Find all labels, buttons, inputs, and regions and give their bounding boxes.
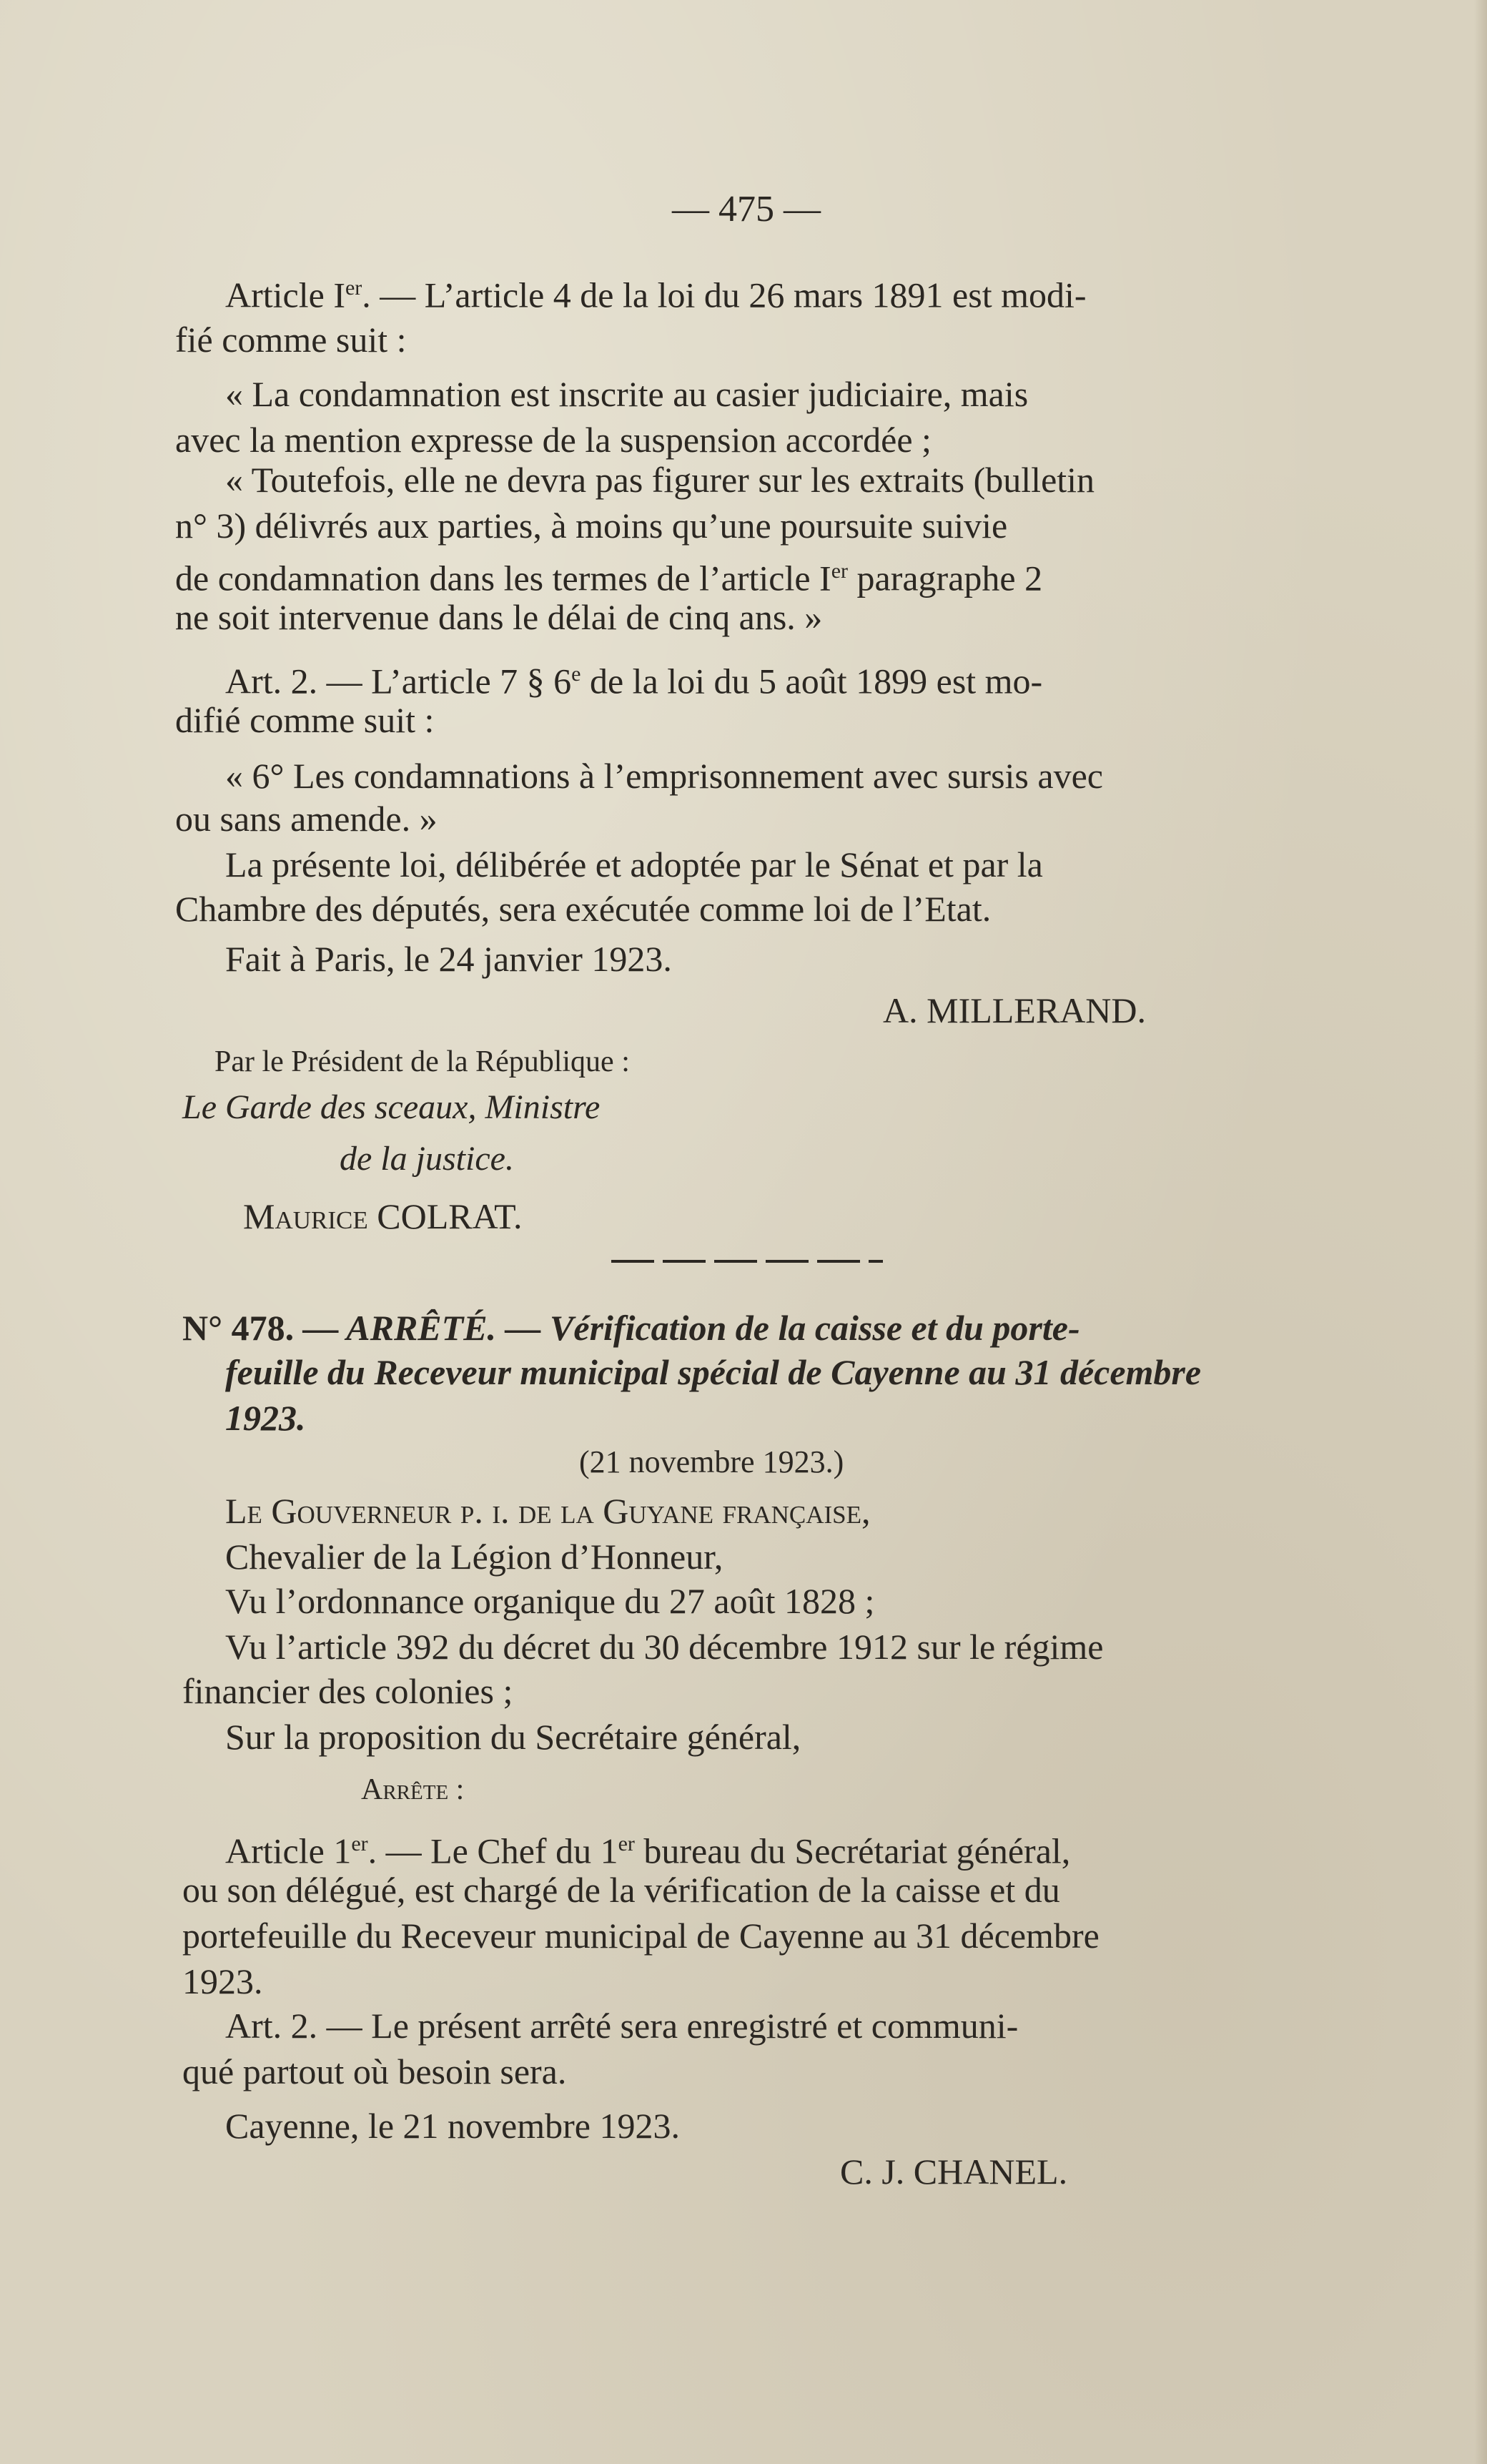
decree-heading bbox=[182, 1306, 1080, 1350]
law-article-2-tail: de la loi du 5 août 1899 est mo- bbox=[581, 661, 1043, 701]
law-line: ou sans amende. » bbox=[175, 799, 438, 839]
law-article-1-label: Article I bbox=[225, 275, 345, 315]
law-line: ne soit intervenue dans le délai de cinq ans. » bbox=[175, 597, 823, 637]
law-line: difié comme suit : bbox=[175, 700, 435, 740]
decree-title-line-3: 1923. bbox=[225, 1398, 306, 1438]
decree-line: financier des colonies ; bbox=[182, 1671, 513, 1711]
law-line: « Toutefois, elle ne devra pas figurer sur les extraits (bulletin bbox=[225, 460, 1095, 500]
law-line: fié comme suit : bbox=[175, 320, 407, 360]
decree-line: Art. 2. — Le présent arrêté sera enregistré et communi- bbox=[225, 2006, 1019, 2046]
law-article-ref-text: de condamnation dans les termes de l’article I bbox=[175, 558, 831, 598]
law-line: « 6° Les condamnations à l’emprisonnement avec sursis avec bbox=[225, 756, 1103, 796]
decree-line: portefeuille du Receveur municipal de Cayenne au 31 décembre bbox=[182, 1916, 1100, 1956]
law-signature: A. MILLERAND. bbox=[883, 990, 1147, 1030]
decree-article-1-tail: bureau du Secrétariat général, bbox=[634, 1830, 1071, 1871]
minister-name: Maurice COLRAT. bbox=[243, 1196, 523, 1236]
law-article-1-sup: er bbox=[345, 276, 362, 300]
law-article-ref-sup: er bbox=[831, 559, 849, 583]
decree-line: 1923. bbox=[182, 1961, 263, 2001]
law-article-2-text: Art. 2. — L’article 7 § 6 bbox=[225, 661, 572, 701]
decree-article-1 bbox=[225, 1822, 1070, 1873]
law-article-2-sup: e bbox=[571, 662, 581, 686]
law-line: avec la mention expresse de la suspension accordée ; bbox=[175, 420, 932, 460]
law-article-ref-tail: paragraphe 2 bbox=[848, 558, 1043, 598]
decree-article-1-label: Article 1 bbox=[225, 1830, 352, 1871]
decree-date: (21 novembre 1923.) bbox=[579, 1444, 844, 1479]
decree-line: Le Gouverneur p. i. de la Guyane française, bbox=[225, 1491, 871, 1531]
decree-signature: C. J. CHANEL. bbox=[840, 2152, 1068, 2192]
minister-line-2: de la justice. bbox=[340, 1140, 514, 1178]
decree-line: Chevalier de la Légion d’Honneur, bbox=[225, 1537, 723, 1577]
decree-line: Vu l’ordonnance organique du 27 août 1828 ; bbox=[225, 1581, 875, 1621]
decree-line: qué partout où besoin sera. bbox=[182, 2051, 567, 2091]
law-article-1-text: . — L’article 4 de la loi du 26 mars 1891 est modi- bbox=[362, 275, 1087, 315]
law-line: n° 3) délivrés aux parties, à moins qu’une poursuite suivie bbox=[175, 506, 1008, 546]
decree-article-1-sup: er bbox=[351, 1832, 368, 1856]
decree-article-1-sup2: er bbox=[618, 1832, 635, 1856]
decree-title-line-2: feuille du Receveur municipal spécial de Cayenne au 31 décembre bbox=[225, 1352, 1202, 1392]
page-edge-shadow bbox=[1474, 0, 1487, 2464]
decree-article-1-text: . — Le Chef du 1 bbox=[367, 1830, 618, 1871]
law-line: Chambre des députés, sera exécutée comme loi de l’Etat. bbox=[175, 889, 992, 929]
section-separator bbox=[611, 1260, 883, 1263]
law-line: « La condamnation est inscrite au casier judiciaire, mais bbox=[225, 374, 1029, 414]
law-date: Fait à Paris, le 24 janvier 1923. bbox=[225, 939, 672, 979]
law-article-ref bbox=[175, 549, 1042, 601]
decree-line: ou son délégué, est chargé de la vérification de la caisse et du bbox=[182, 1870, 1060, 1910]
decree-line: Sur la proposition du Secrétaire général, bbox=[225, 1717, 801, 1757]
decree-line: Cayenne, le 21 novembre 1923. bbox=[225, 2106, 680, 2146]
page-number: — 475 — bbox=[672, 189, 821, 230]
law-article-2 bbox=[225, 652, 1042, 704]
law-line: La présente loi, délibérée et adoptée par le Sénat et par la bbox=[225, 844, 1043, 884]
by-president: Par le Président de la République : bbox=[214, 1045, 630, 1078]
law-article-1 bbox=[225, 266, 1087, 317]
decree-title-line-1: — ARRÊTÉ. — Vérification de la caisse et du porte- bbox=[294, 1308, 1080, 1348]
decree-number: N° 478. bbox=[182, 1308, 295, 1348]
decree-arrete: Arrête : bbox=[361, 1773, 465, 1806]
minister-line-1: Le Garde des sceaux, Ministre bbox=[182, 1088, 601, 1126]
decree-line: Vu l’article 392 du décret du 30 décembre 1912 sur le régime bbox=[225, 1627, 1104, 1667]
